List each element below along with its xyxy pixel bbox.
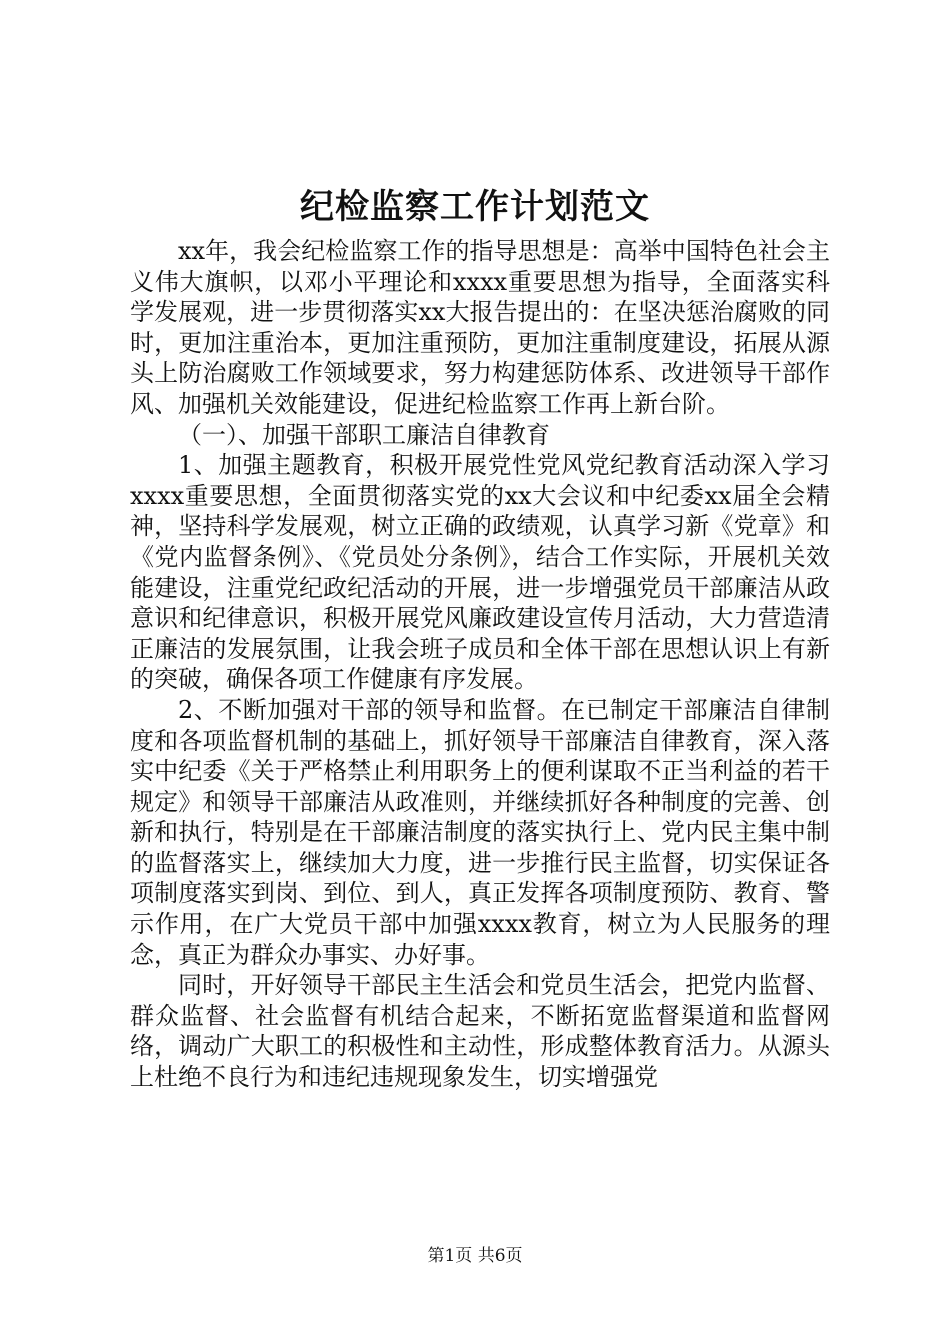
paragraph-meanwhile: 同时，开好领导干部民主生活会和党员生活会，把党内监督、群众监督、社会监督有机结合起来，不断拓宽监督渠道和监督网络，调动广大职工的积极性和主动性，形成整体教育活力。从源头上杜绝不良行为和违纪违规现象发生，切实增强党 xyxy=(130,971,830,1092)
paragraph-guiding-thought: xx年，我会纪检监察工作的指导思想是：高举中国特色社会主义伟大旗帜，以邓小平理论和xxxx重要思想为指导，全面落实科学发展观，进一步贯彻落实xx大报告提出的：在坚决惩治腐败的同时，更加注重治本，更加注重预防，更加注重制度建设，拓展从源头上防治腐败工作领域要求，努力构建惩防体系、改进领导干部作风、加强机关效能建设，促进纪检监察工作再上新台阶。 xyxy=(130,237,830,418)
page-number-footer: 第1页 共6页 xyxy=(427,1246,523,1266)
paragraph-item-2: 2、不断加强对干部的领导和监督。在已制定干部廉洁自律制度和各项监督机制的基础上，抓好领导干部廉洁自律教育，深入落实中纪委《关于严格禁止利用职务上的便利谋取不正当利益的若干规定》和领导干部廉洁从政准则，并继续抓好各种制度的完善、创新和执行，特别是在干部廉洁制度的落实执行上、党内民主集中制的监督落实上，继续加大力度，进一步推行民主监督，切实保证各项制度落实到岗、到位、到人，真正发挥各项制度预防、教育、警示作用，在广大党员干部中加强xxxx教育，树立为人民服务的理念，真正为群众办事实、办好事。 xyxy=(130,695,830,969)
section-heading-1: （一）、加强干部职工廉洁自律教育 xyxy=(178,420,550,449)
document-body xyxy=(130,236,830,1093)
paragraph-item-1: 1、加强主题教育，积极开展党性党风党纪教育活动深入学习xxxx重要思想，全面贯彻落实党的xx大会议和中纪委xx届全会精神，坚持科学发展观，树立正确的政绩观，认真学习新《党章》和《党内监督条例》、《党员处分条例》，结合工作实际，开展机关效能建设，注重党纪政纪活动的开展，进一步增强党员干部廉洁从政意识和纪律意识，积极开展党风廉政建设宣传月活动，大力营造清正廉洁的发展氛围，让我会班子成员和全体干部在思想认识上有新的突破，确保各项工作健康有序发展。 xyxy=(130,451,830,694)
document-title: 纪检监察工作计划范文 xyxy=(300,187,650,227)
